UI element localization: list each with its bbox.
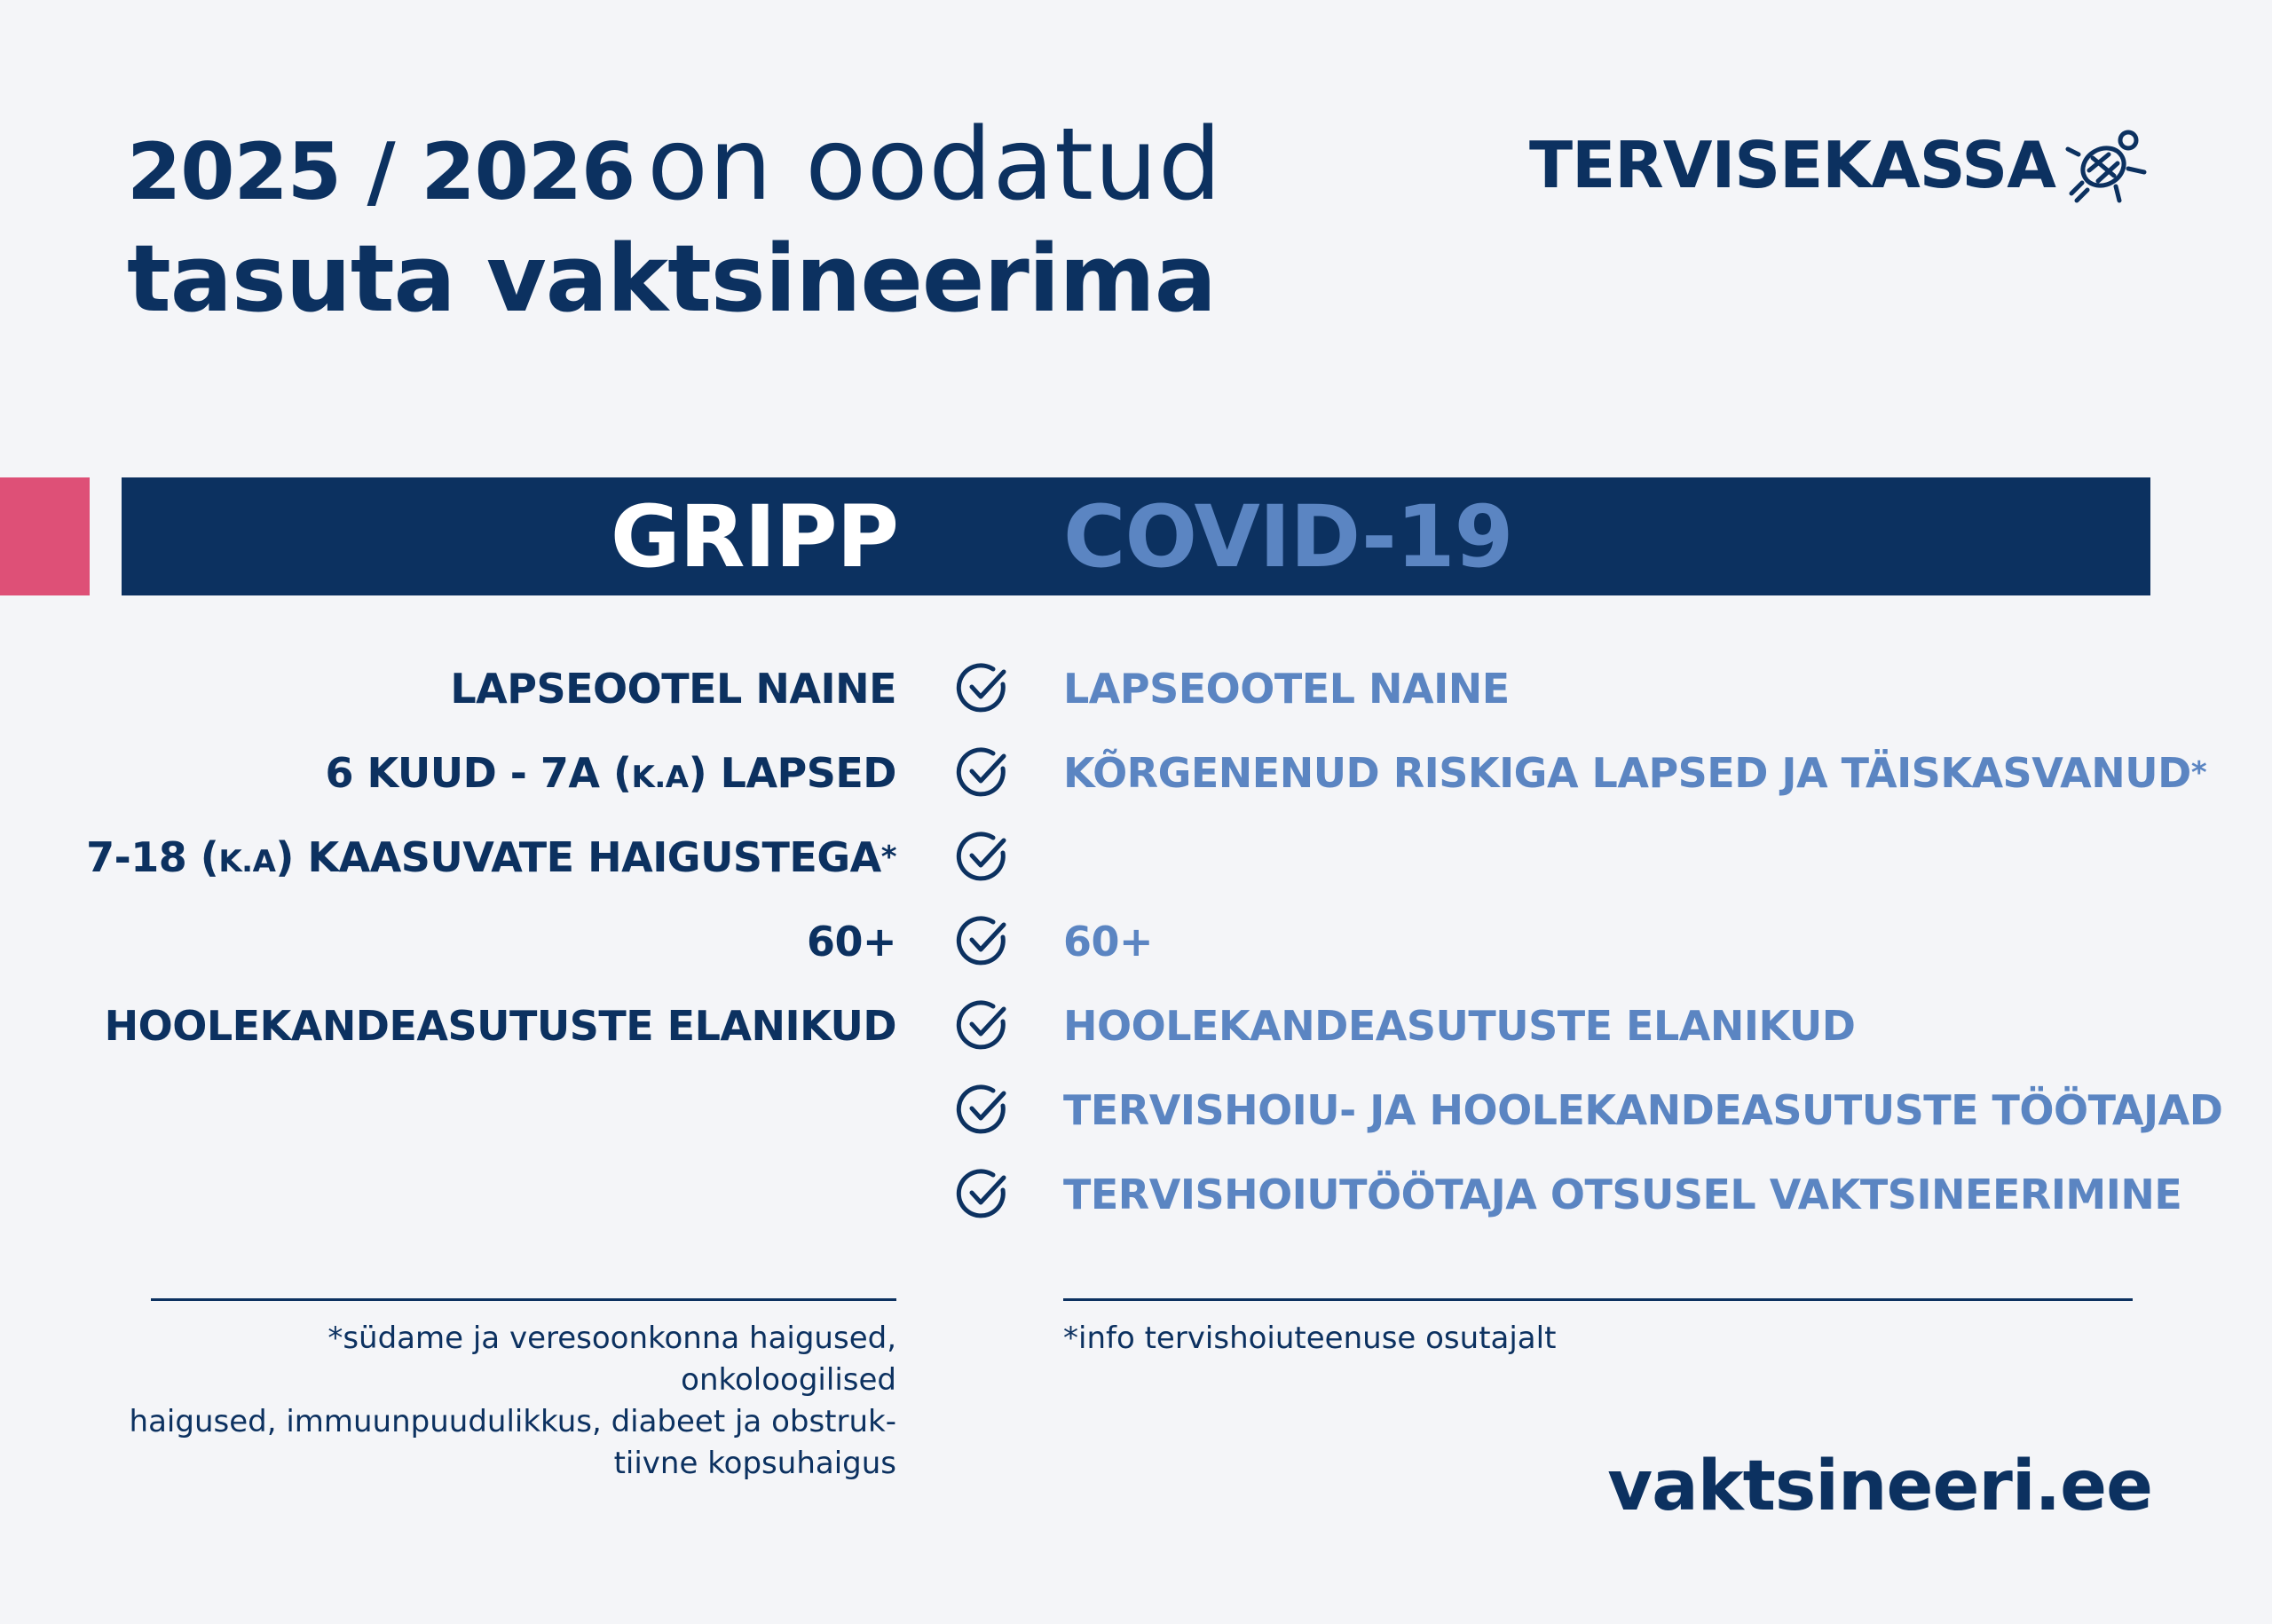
footnote-gripp-line: tiivne kopsuhaigus [613, 1446, 896, 1481]
gripp-group [86, 832, 896, 887]
footnote-gripp-line: *südame ja veresoonkonna haigused, onkoloogilised [327, 1320, 896, 1398]
list-item [0, 657, 2272, 719]
covid-group: LAPSEOOTEL NAINE [1063, 665, 1510, 713]
page-title [127, 107, 1223, 333]
gripp-group-text: 6 KUUD - 7A ( [325, 749, 632, 797]
covid-group-text: KÕRGENENUD RISKIGA LAPSED JA TÄISKASVANUD [1063, 749, 2191, 797]
website-url: vaktsineeri.ee [1607, 1447, 2152, 1526]
gripp-group-abbr: K.A [218, 844, 276, 879]
column-heading-gripp: GRIPP [610, 487, 898, 587]
check-circle-icon [954, 1166, 1011, 1223]
logo-text: TERVISEKASSA [1528, 128, 2055, 202]
list-item [0, 910, 2272, 972]
gripp-group: LAPSEOOTEL NAINE [450, 665, 896, 713]
title-line-1 [127, 107, 1223, 227]
covid-group: TERVISHOIUTÖÖTAJA OTSUSEL VAKTSINEERIMINE [1063, 1171, 2182, 1218]
list-item [0, 1078, 2272, 1140]
check-circle-icon [954, 745, 1011, 801]
list-item [0, 825, 2272, 887]
gripp-group: 60+ [806, 918, 896, 966]
footnote-gripp-line: haigused, immuunpuudulikkus, diabeet ja obstruk- [129, 1404, 896, 1439]
covid-group: 60+ [1063, 918, 1154, 966]
divider-gripp [151, 1298, 896, 1301]
check-circle-icon [954, 997, 1011, 1054]
footnote-gripp [115, 1318, 896, 1485]
check-circle-icon [954, 660, 1011, 717]
covid-group [1063, 748, 2206, 798]
covid-group: TERVISHOIU- JA HOOLEKANDEASUTUSTE TÖÖTAJAD [1063, 1086, 2223, 1134]
accent-bar [0, 477, 90, 595]
column-heading-covid: COVID-19 [1063, 487, 1513, 587]
divider-covid [1063, 1298, 2133, 1301]
gripp-group-text-end: ) LAPSED [688, 749, 896, 797]
title-years: 2025 / 2026 [127, 126, 635, 217]
footnote-covid: *info tervishoiuteenuse osutajalt [1063, 1320, 1557, 1356]
gripp-group-text-end: ) KAASUVATE HAIGUSTEGA [275, 833, 881, 881]
gripp-group-text: 7-18 ( [86, 833, 219, 881]
check-circle-icon [954, 913, 1011, 970]
title-line-2: tasuta vaktsineerima [127, 225, 1216, 333]
list-item [0, 994, 2272, 1056]
covid-group: HOOLEKANDEASUTUSTE ELANIKUD [1063, 1002, 1856, 1050]
footnote-marker: * [2190, 755, 2207, 791]
gripp-group: HOOLEKANDEASUTUSTE ELANIKUD [104, 1002, 896, 1050]
list-item [0, 741, 2272, 803]
tervisekassa-logo [1529, 124, 2150, 206]
turtle-icon [2063, 124, 2150, 206]
gripp-group-abbr: K.A [631, 760, 689, 795]
footnote-marker: * [880, 840, 896, 875]
check-circle-icon [954, 1082, 1011, 1139]
gripp-group [326, 748, 897, 802]
check-circle-icon [954, 829, 1011, 886]
title-line-1-rest: on oodatud [647, 107, 1223, 223]
list-item [0, 1163, 2272, 1225]
